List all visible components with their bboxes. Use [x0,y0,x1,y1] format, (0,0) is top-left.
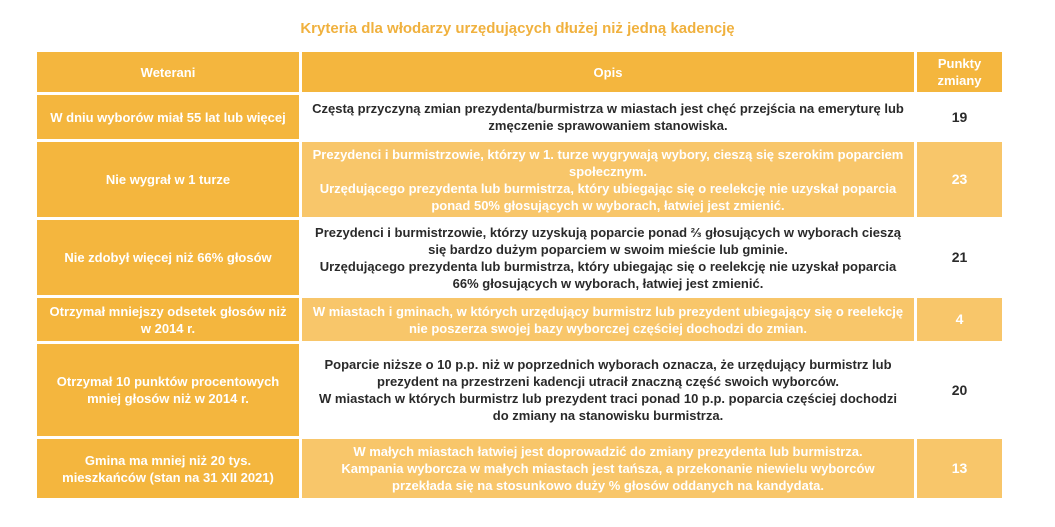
description-cell [302,439,914,498]
criteria-table [34,49,1005,501]
criterion-cell: Gmina ma mniej niż 20 tys. mieszkańców (stan na 31 XII 2021) [37,439,299,498]
description-text: Urzędującego prezydenta lub burmistrza, który ubiegając się o reelekcję nie uzyskał poparcia 66% głosujących w wyborach, łatwiej jest zmienić. [319,258,897,291]
description-text: Prezydenci i burmistrzowie, którzy w 1. turze wygrywają wybory, cieszą się szerokim poparciem społecznym. [312,146,904,179]
header-opis: Opis [302,52,914,92]
points-cell: 13 [917,439,1002,498]
points-cell: 19 [917,95,1002,139]
table-row [37,344,1002,436]
description-text: Kampania wyborcza w małych miastach jest tańsza, a przekonanie niewielu wyborców przekłada się na stosunkowo duży % głosów oddanych na kandydata. [341,461,875,493]
points-cell: 21 [917,220,1002,295]
description-text: Urzędującego prezydenta lub burmistrza, który ubiegając się o reelekcję nie uzyskał poparcia ponad 50% głosujących w wyborach, łatwiej jest zmienić. [319,180,897,213]
description-text: Poparcie niższe o 10 p.p. niż w poprzednich wyborach oznacza, że urzędujący burmistrz lub prezydent na przestrzeni kadencji utracił znaczną część swoich wyborców. [324,357,892,389]
description-cell [302,142,914,217]
description-text: Częstą przyczyną zmian prezydenta/burmistrza w miastach jest chęć przejścia na emeryturę lub zmęczenie sprawowaniem stanowiska. [312,101,904,133]
table-header-row [37,52,1002,92]
criterion-cell: W dniu wyborów miał 55 lat lub więcej [37,95,299,139]
points-cell: 20 [917,344,1002,436]
description-text: W małych miastach łatwiej jest doprowadzić do zmiany prezydenta lub burmistrza. [353,444,863,459]
table-row [37,95,1002,139]
description-cell [302,95,914,139]
table-row [37,439,1002,498]
description-cell [302,298,914,341]
table-row [37,298,1002,341]
description-text: W miastach i gminach, w których urzędujący burmistrz lub prezydent ubiegający się o reelekcję nie poszerza swojej bazy wyborczej częściej dochodzi do zmian. [312,303,904,336]
points-cell: 4 [917,298,1002,341]
criterion-cell: Otrzymał mniejszy odsetek głosów niż w 2014 r. [37,298,299,341]
criterion-cell: Otrzymał 10 punktów procentowych mniej głosów niż w 2014 r. [37,344,299,436]
page-title: Kryteria dla włodarzy urzędujących dłużej niż jedną kadencję [300,20,735,37]
description-text: Prezydenci i burmistrzowie, którzy uzyskują poparcie ponad ⅔ głosujących w wyborach cieszą się bardzo dużym poparciem w swoim mieście lub gminie. [315,224,901,257]
description-cell [302,344,914,436]
header-punkty-line1: Punkty [937,56,982,71]
criterion-cell: Nie zdobył więcej niż 66% głosów [37,220,299,295]
criterion-cell: Nie wygrał w 1 turze [37,142,299,217]
header-weterani: Weterani [37,52,299,92]
table-row [37,142,1002,217]
description-cell [302,220,914,295]
points-cell: 23 [917,142,1002,217]
table-row [37,220,1002,295]
header-punkty [917,52,1002,92]
description-text: W miastach w których burmistrz lub prezydent traci ponad 10 p.p. poparcia częściej dochodzi do zmiany na stanowisku burmistrza. [319,391,897,423]
header-punkty-line2: zmiany [937,73,982,88]
